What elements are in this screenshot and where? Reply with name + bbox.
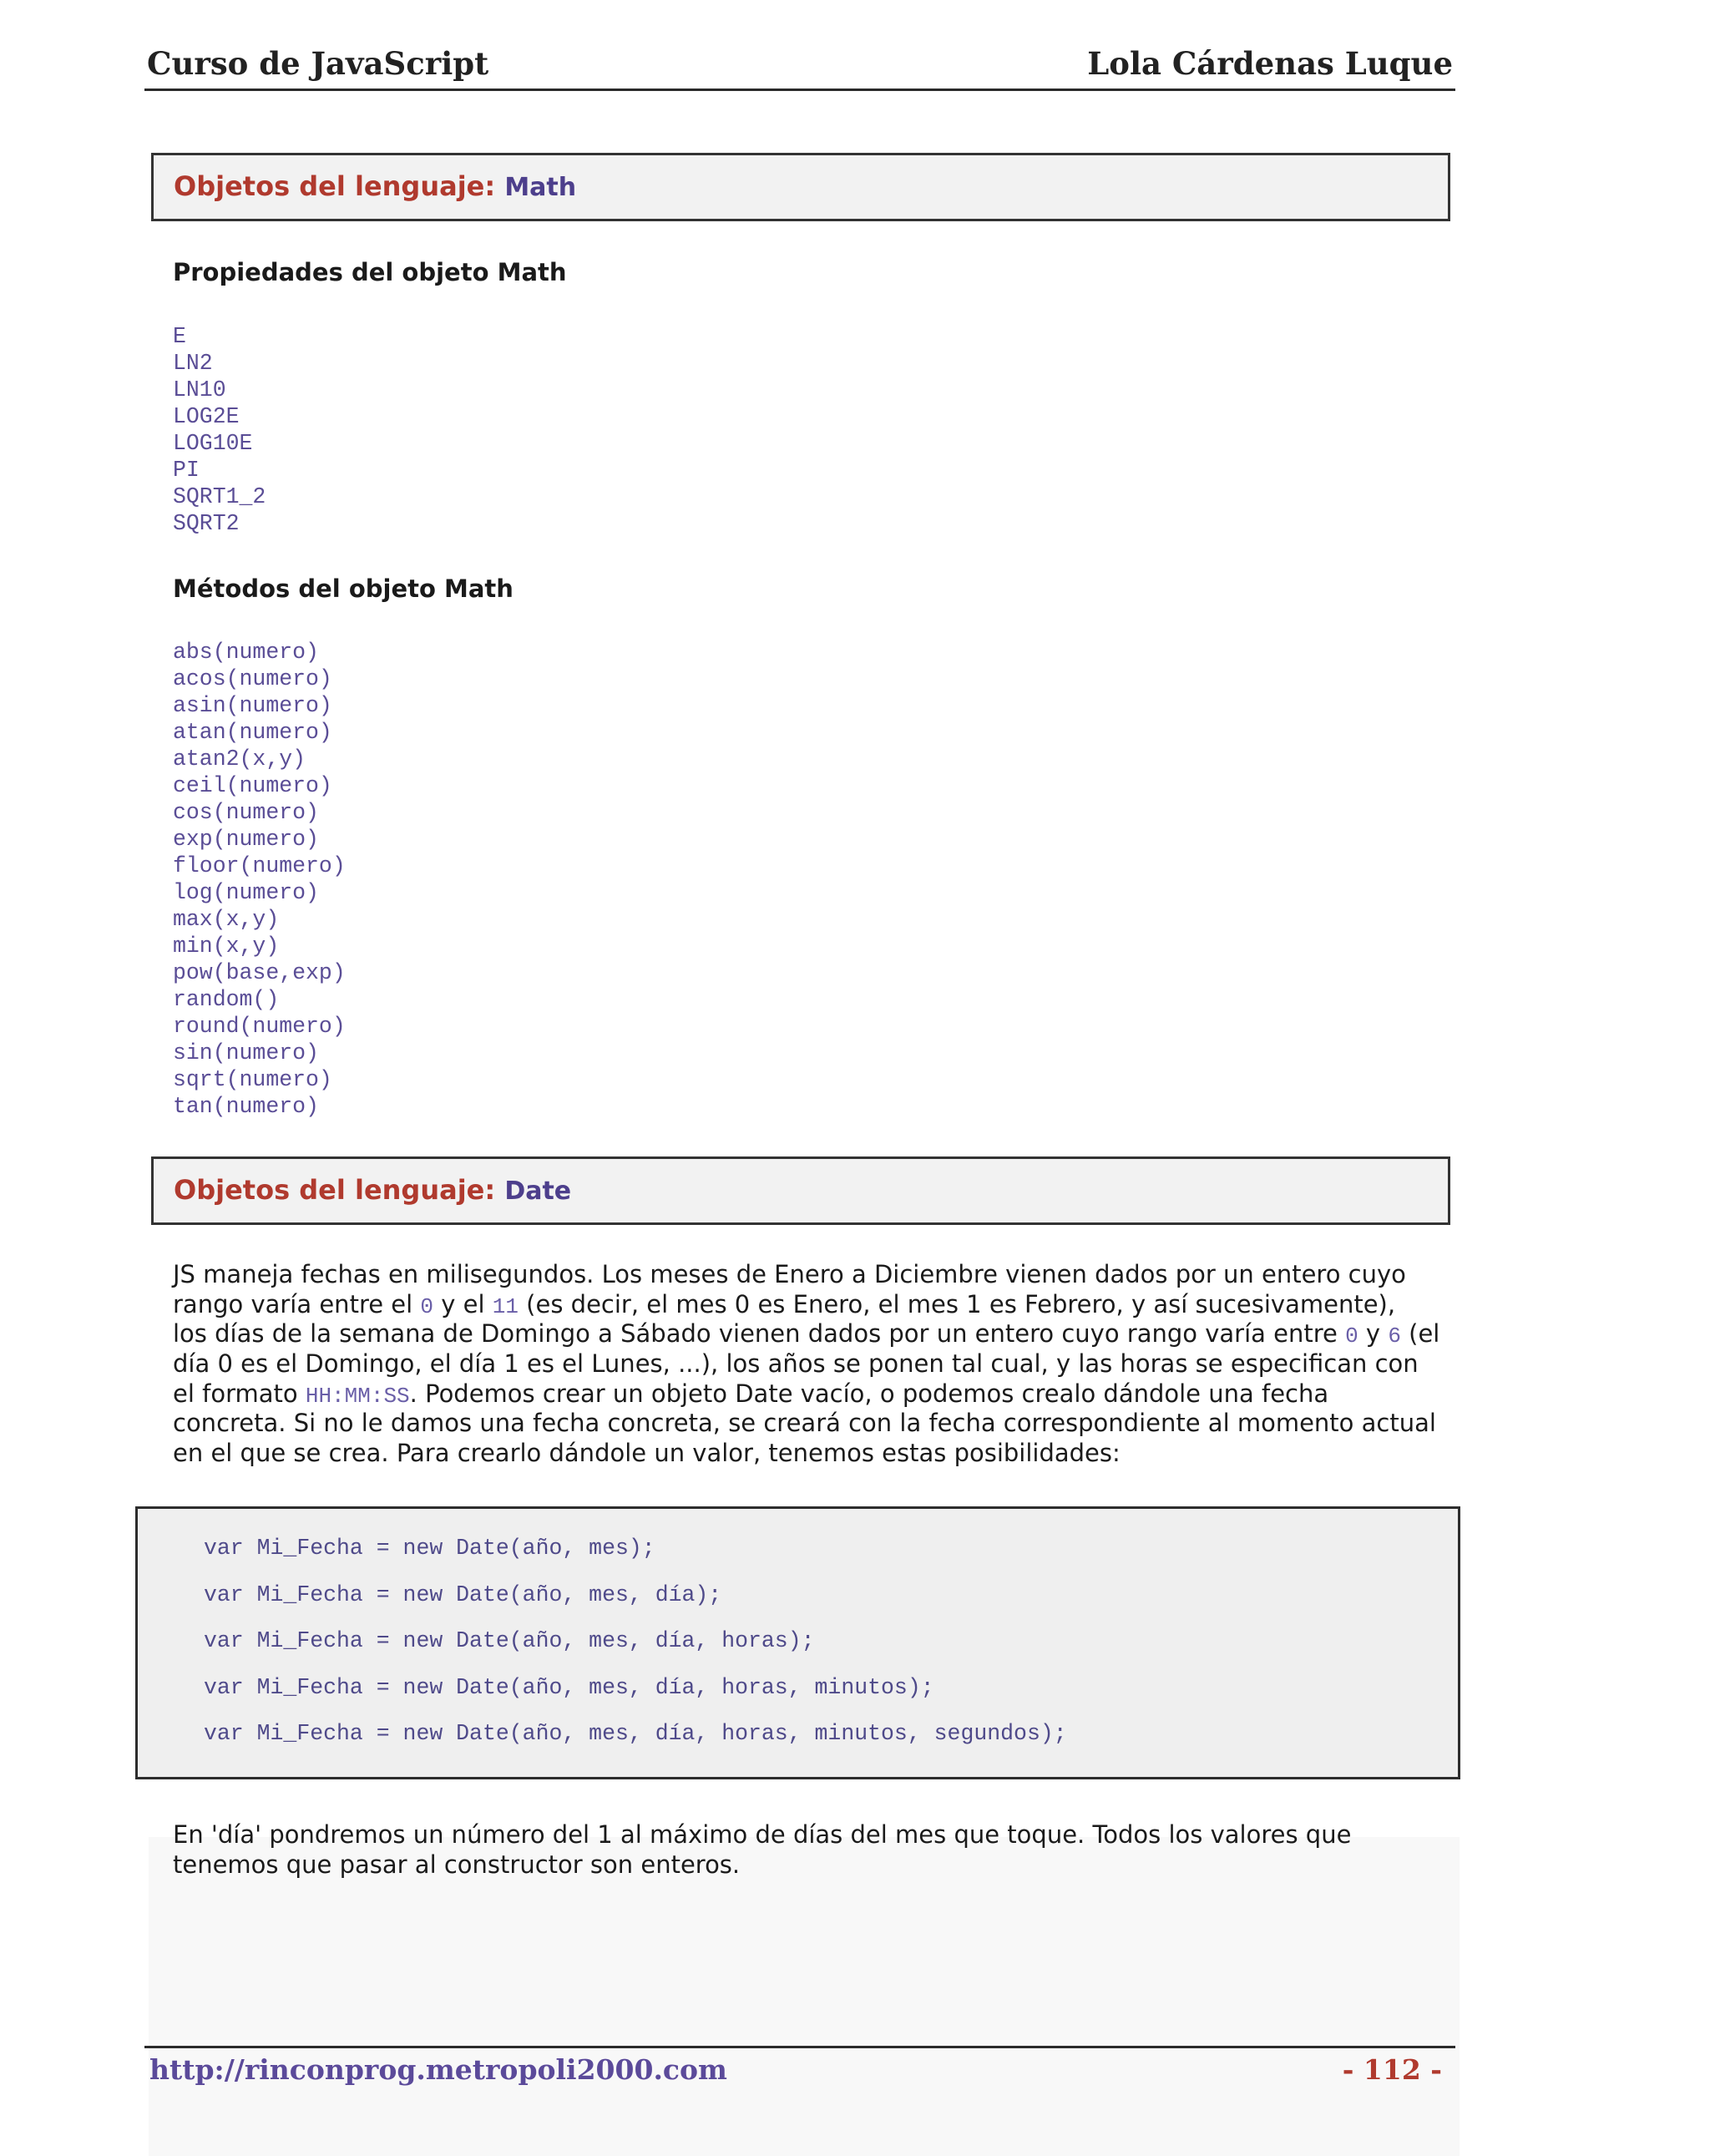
- paragraph-line: [173, 1319, 1442, 1349]
- page-number: - 112 -: [1342, 2053, 1442, 2086]
- math-section-header: [151, 153, 1450, 221]
- code-line: var Mi_Fecha = new Date(año, mes, día);: [204, 1582, 722, 1607]
- text-run: los días de la semana de Domingo a Sábado vienen dados por un entero cuyo rango varía entre: [173, 1319, 1346, 1349]
- list-item: SQRT2: [173, 511, 240, 536]
- code-line: var Mi_Fecha = new Date(año, mes, día, horas, minutos);: [204, 1674, 934, 1700]
- list-item: asin(numero): [173, 693, 332, 718]
- list-item: LOG2E: [173, 404, 240, 429]
- paragraph-line: En 'día' pondremos un número del 1 al máximo de días del mes que toque. Todos los valores que: [173, 1820, 1352, 1849]
- paragraph-line: día 0 es el Domingo, el día 1 es el Lunes, ...), los años se ponen tal cual, y las horas se especifican con: [173, 1349, 1419, 1379]
- website-link[interactable]: http://rinconprog.metropoli2000.com: [149, 2053, 727, 2086]
- course-title: Curso de JavaScript: [147, 45, 489, 82]
- inline-code: 11: [492, 1293, 519, 1319]
- math-methods-list: [173, 639, 346, 1120]
- list-item: ceil(numero): [173, 773, 332, 798]
- inline-code: HH:MM:SS: [305, 1383, 410, 1409]
- paragraph-line: JS maneja fechas en milisegundos. Los meses de Enero a Diciembre vienen dados por un entero cuyo: [173, 1260, 1406, 1288]
- list-item: sqrt(numero): [173, 1067, 332, 1092]
- text-run: y el: [433, 1289, 493, 1318]
- page-background-tint: [149, 1837, 1460, 2156]
- section-object-name: Math: [504, 173, 577, 202]
- page-footer: [144, 2046, 1455, 2098]
- list-item: cos(numero): [173, 800, 319, 825]
- paragraph-line: [173, 1379, 1442, 1409]
- code-line: var Mi_Fecha = new Date(año, mes);: [204, 1536, 655, 1561]
- list-item: abs(numero): [173, 640, 319, 665]
- list-item: random(): [173, 987, 280, 1012]
- list-item: LOG10E: [173, 431, 253, 456]
- list-item: LN2: [173, 351, 213, 376]
- text-run: rango varía entre el: [173, 1289, 421, 1318]
- code-line: var Mi_Fecha = new Date(año, mes, día, horas, minutos, segundos);: [204, 1721, 1067, 1746]
- list-item: round(numero): [173, 1014, 346, 1039]
- list-item: tan(numero): [173, 1094, 319, 1119]
- date-intro-paragraph: [173, 1260, 1442, 1469]
- list-item: SQRT1_2: [173, 484, 266, 509]
- text-run: (es decir, el mes 0 es Enero, el mes 1 es Febrero, y así sucesivamente),: [518, 1289, 1396, 1318]
- list-item: acos(numero): [173, 666, 332, 691]
- section-object-name: Date: [504, 1177, 572, 1206]
- section-prefix: Objetos del lenguaje:: [174, 170, 496, 202]
- date-outro-paragraph: [173, 1820, 1442, 1880]
- code-line: var Mi_Fecha = new Date(año, mes, día, horas);: [204, 1628, 815, 1653]
- list-item: min(x,y): [173, 934, 280, 959]
- inline-code: 6: [1388, 1323, 1401, 1349]
- date-section-title: [174, 1174, 571, 1206]
- author-name: Lola Cárdenas Luque: [1087, 45, 1453, 82]
- paragraph-line: concreta. Si no le damos una fecha concreta, se creará con la fecha correspondiente al momento actual: [173, 1409, 1436, 1438]
- math-properties-list: [173, 323, 266, 537]
- list-item: sin(numero): [173, 1040, 319, 1065]
- code-example-box: [135, 1506, 1460, 1779]
- text-run: y: [1358, 1319, 1389, 1349]
- date-section-header: [151, 1156, 1450, 1225]
- list-item: floor(numero): [173, 853, 346, 878]
- text-run: (el: [1400, 1319, 1440, 1349]
- text-run: . Podemos crear un objeto Date vacío, o podemos crealo dándole una fecha: [409, 1379, 1329, 1408]
- list-item: log(numero): [173, 880, 319, 905]
- text-run: el formato: [173, 1379, 306, 1408]
- list-item: atan2(x,y): [173, 747, 306, 772]
- code-lines: [204, 1526, 1067, 1758]
- section-prefix: Objetos del lenguaje:: [174, 1174, 496, 1206]
- inline-code: 0: [420, 1293, 434, 1319]
- math-methods-heading: Métodos del objeto Math: [173, 574, 514, 603]
- inline-code: 0: [1345, 1323, 1358, 1349]
- list-item: atan(numero): [173, 720, 332, 745]
- paragraph-line: en el que se crea. Para crearlo dándole un valor, tenemos estas posibilidades:: [173, 1439, 1121, 1468]
- paragraph-line: tenemos que pasar al constructor son enteros.: [173, 1850, 741, 1879]
- page-header: [144, 40, 1455, 91]
- math-properties-heading: Propiedades del objeto Math: [173, 258, 567, 286]
- math-section-title: [174, 170, 576, 202]
- list-item: exp(numero): [173, 827, 319, 852]
- list-item: max(x,y): [173, 907, 280, 932]
- list-item: PI: [173, 458, 200, 483]
- paragraph-line: [173, 1290, 1442, 1320]
- list-item: LN10: [173, 377, 226, 402]
- list-item: pow(base,exp): [173, 960, 346, 985]
- list-item: E: [173, 324, 186, 349]
